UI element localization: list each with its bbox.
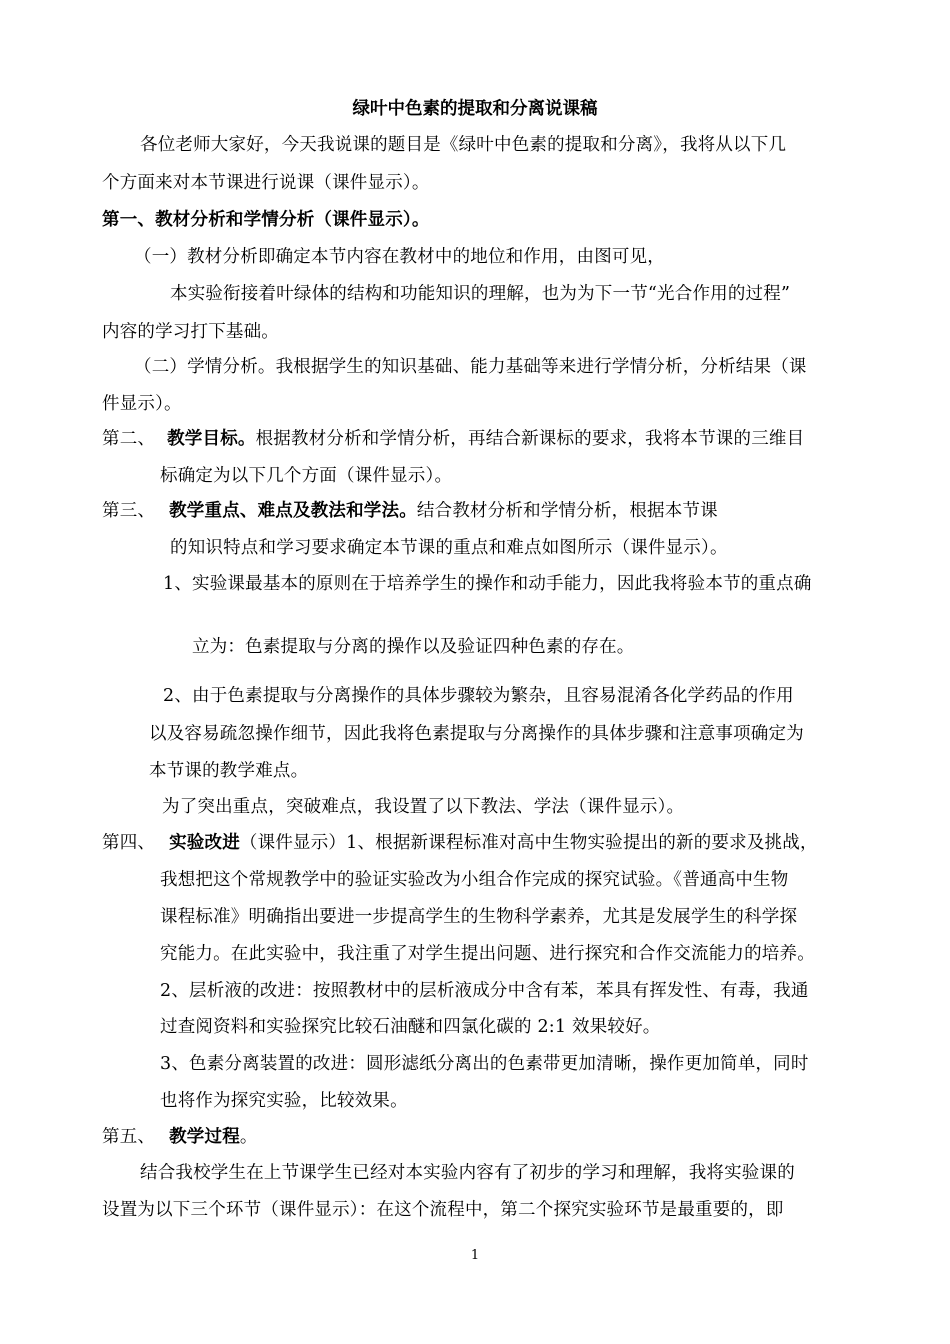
section-1-para-1: （一）教材分析即确定本节内容在教材中的地位和作用，由图可见， — [134, 247, 665, 267]
section-4-line-3: 课程标准》明确指出要进一步提高学生的生物科学素养，尤其是发展学生的科学探 — [160, 907, 798, 927]
section-5-heading-tail: 。 — [239, 1127, 258, 1147]
section-5-heading: 教学过程 — [169, 1127, 240, 1147]
section-1-para-3-line-2: 件显示）。 — [102, 394, 182, 414]
section-4-line-2: 我想把这个常规教学中的验证实验改为小组合作完成的探究试验。《普通高中生物 — [160, 870, 789, 890]
section-3-item-1-line-2: 立为：色素提取与分离的操作以及验证四种色素的存在。 — [192, 637, 635, 657]
section-4-item-3-line-1: 3、色素分离装置的改进：圆形滤纸分离出的色素带更加清晰，操作更加简单，同时 — [160, 1054, 809, 1074]
section-3-line-1 — [102, 500, 718, 522]
intro-line-1: 各位老师大家好，今天我说课的题目是《绿叶中色素的提取和分离》，我将从以下几 — [140, 135, 787, 155]
section-5-number: 第五、 — [102, 1127, 156, 1147]
section-3-closing-line: 为了突出重点，突破难点，我设置了以下教法、学法（课件显示）。 — [162, 797, 685, 817]
document-title: 绿叶中色素的提取和分离说课稿 — [352, 99, 598, 119]
intro-line-2: 个方面来对本节课进行说课（课件显示）。 — [102, 173, 430, 193]
section-3-line-2: 的知识特点和学习要求确定本节课的重点和难点如图所示（课件显示）。 — [170, 538, 728, 558]
section-1-para-2-line-2: 内容的学习打下基础。 — [102, 322, 279, 342]
section-2-line-2: 标确定为以下几个方面（课件显示）。 — [160, 466, 453, 486]
section-3-item-2-line-1: 2、由于色素提取与分离操作的具体步骤较为繁杂，且容易混淆各化学药品的作用 — [163, 686, 794, 706]
section-4-heading: 实验改进 — [169, 833, 240, 853]
section-2-line-1 — [102, 428, 804, 450]
section-4-item-2-line-1: 2、层析液的改进：按照教材中的层析液成分中含有苯，苯具有挥发性、有毒，我通 — [160, 981, 809, 1001]
section-3-heading: 教学重点、难点及教法和学法。 — [169, 501, 417, 521]
section-5-heading-line — [102, 1126, 258, 1148]
section-2-number: 第二、 — [102, 429, 156, 449]
section-1-para-2-line-1: 本实验衔接着叶绿体的结构和功能知识的理解，也为为下一节“光合作用的过程” — [170, 284, 791, 304]
section-3-item-2-line-3: 本节课的教学难点。 — [149, 761, 309, 781]
section-4-number: 第四、 — [102, 833, 156, 853]
section-2-text-1: 根据教材分析和学情分析，再结合新课标的要求，我将本节课的三维目 — [255, 429, 805, 449]
section-3-item-2-line-2: 以及容易疏忽操作细节，因此我将色素提取与分离操作的具体步骤和注意事项确定为 — [149, 724, 804, 744]
section-5-line-1: 结合我校学生在上节课学生已经对本实验内容有了初步的学习和理解，我将实验课的 — [140, 1163, 795, 1183]
section-1-para-3-line-1: （二）学情分析。我根据学生的知识基础、能力基础等来进行学情分析，分析结果（课 — [134, 357, 807, 377]
section-3-item-1-line-1: 1、实验课最基本的原则在于培养学生的操作和动手能力，因此我将验本节的重点确 — [163, 574, 812, 594]
section-4-line-4: 究能力。在此实验中，我注重了对学生提出问题、进行探究和合作交流能力的培养。 — [160, 944, 815, 964]
section-3-number: 第三、 — [102, 501, 156, 521]
section-4-item-2-line-2: 过查阅资料和实验探究比较石油醚和四氯化碳的 2:1 效果较好。 — [160, 1017, 661, 1037]
section-1-heading: 第一、教材分析和学情分析（课件显示）。 — [102, 210, 430, 230]
section-4-text-1: （课件显示）1、根据新课程标准对高中生物实验提出的新的要求及挑战， — [239, 833, 818, 853]
page-number: 1 — [470, 1248, 480, 1263]
section-5-line-2: 设置为以下三个环节（课件显示）：在这个流程中，第二个探究实验环节是最重要的，即 — [102, 1200, 784, 1220]
section-3-text-1: 结合教材分析和学情分析，根据本节课 — [416, 501, 718, 521]
section-4-item-3-line-2: 也将作为探究实验，比较效果。 — [160, 1091, 408, 1111]
section-2-heading: 教学目标。 — [167, 429, 256, 449]
section-4-line-1 — [102, 832, 818, 854]
